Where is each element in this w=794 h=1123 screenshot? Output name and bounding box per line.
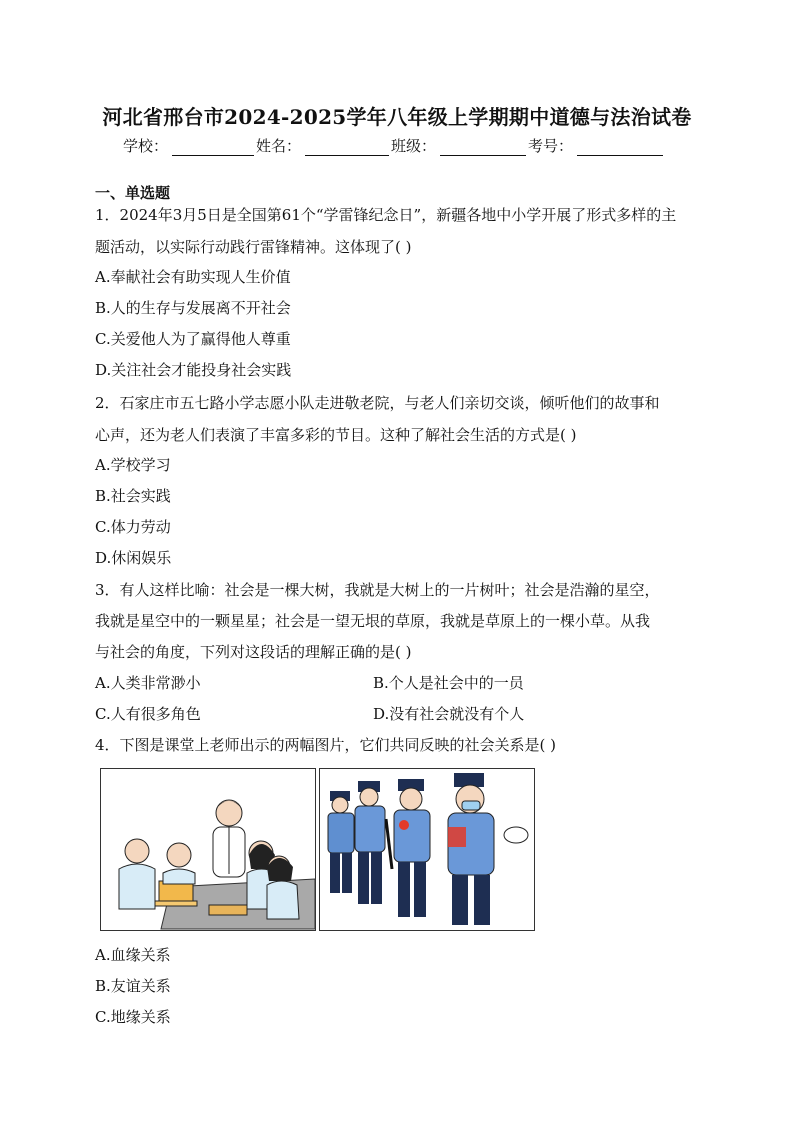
- question-2-line-2: 心声，还为老人们表演了丰富多彩的节目。这种了解社会生活的方式是( ): [95, 426, 577, 444]
- question-2-option-a[interactable]: A.学校学习: [95, 456, 171, 474]
- student-info-row: [123, 135, 665, 156]
- classroom-illustration: [101, 769, 315, 930]
- question-2-option-b[interactable]: B.社会实践: [95, 487, 171, 505]
- question-4-option-a[interactable]: A.血缘关系: [95, 946, 171, 964]
- class-blank[interactable]: [440, 139, 526, 156]
- question-3-option-a[interactable]: A.人类非常渺小: [95, 674, 201, 692]
- school-label: 学校：: [123, 137, 169, 155]
- classroom-picture: [100, 768, 316, 931]
- question-3-option-d[interactable]: D.没有社会就没有个人: [373, 705, 525, 723]
- police-patrol-picture: [319, 768, 535, 931]
- question-4-option-b[interactable]: B.友谊关系: [95, 977, 171, 995]
- question-3-line-2: 我就是星空中的一颗星星；社会是一望无垠的草原，我就是草原上的一棵小草。从我: [95, 612, 651, 630]
- question-1-option-d[interactable]: D.关注社会才能投身社会实践: [95, 361, 292, 379]
- question-1-option-b[interactable]: B.人的生存与发展离不开社会: [95, 299, 291, 317]
- question-3-line-3: 与社会的角度，下列对这段话的理解正确的是( ): [95, 643, 412, 661]
- question-1-line-2: 题活动，以实际行动践行雷锋精神。这体现了( ): [95, 238, 412, 256]
- question-1-line-1: 1．2024年3月5日是全国第61个“学雷锋纪念日”，新疆各地中小学开展了形式多样的主: [95, 206, 677, 224]
- question-4-option-c[interactable]: C.地缘关系: [95, 1008, 171, 1026]
- name-blank[interactable]: [305, 139, 389, 156]
- police-patrol-illustration: [320, 769, 534, 930]
- question-3-option-c[interactable]: C.人有很多角色: [95, 705, 201, 723]
- exam-no-label: 考号：: [528, 137, 574, 155]
- name-label: 姓名：: [256, 137, 302, 155]
- exam-no-blank[interactable]: [577, 139, 663, 156]
- question-3-line-1: 3．有人这样比喻：社会是一棵大树，我就是大树上的一片树叶；社会是浩瀚的星空，: [95, 581, 660, 599]
- question-1-option-a[interactable]: A.奉献社会有助实现人生价值: [95, 268, 291, 286]
- question-4-line-1: 4．下图是课堂上老师出示的两幅图片，它们共同反映的社会关系是( ): [95, 736, 557, 754]
- exam-title: 河北省邢台市2024-2025学年八年级上学期期中道德与法治试卷: [102, 105, 692, 129]
- question-2-line-1: 2．石家庄市五七路小学志愿小队走进敬老院，与老人们亲切交谈，倾听他们的故事和: [95, 394, 660, 412]
- question-2-option-c[interactable]: C.体力劳动: [95, 518, 171, 536]
- school-blank[interactable]: [172, 139, 254, 156]
- question-3-option-b[interactable]: B.个人是社会中的一员: [373, 674, 524, 692]
- class-label: 班级：: [391, 137, 437, 155]
- question-1-option-c[interactable]: C.关爱他人为了赢得他人尊重: [95, 330, 291, 348]
- section-heading: 一、单选题: [95, 184, 171, 202]
- question-2-option-d[interactable]: D.休闲娱乐: [95, 549, 172, 567]
